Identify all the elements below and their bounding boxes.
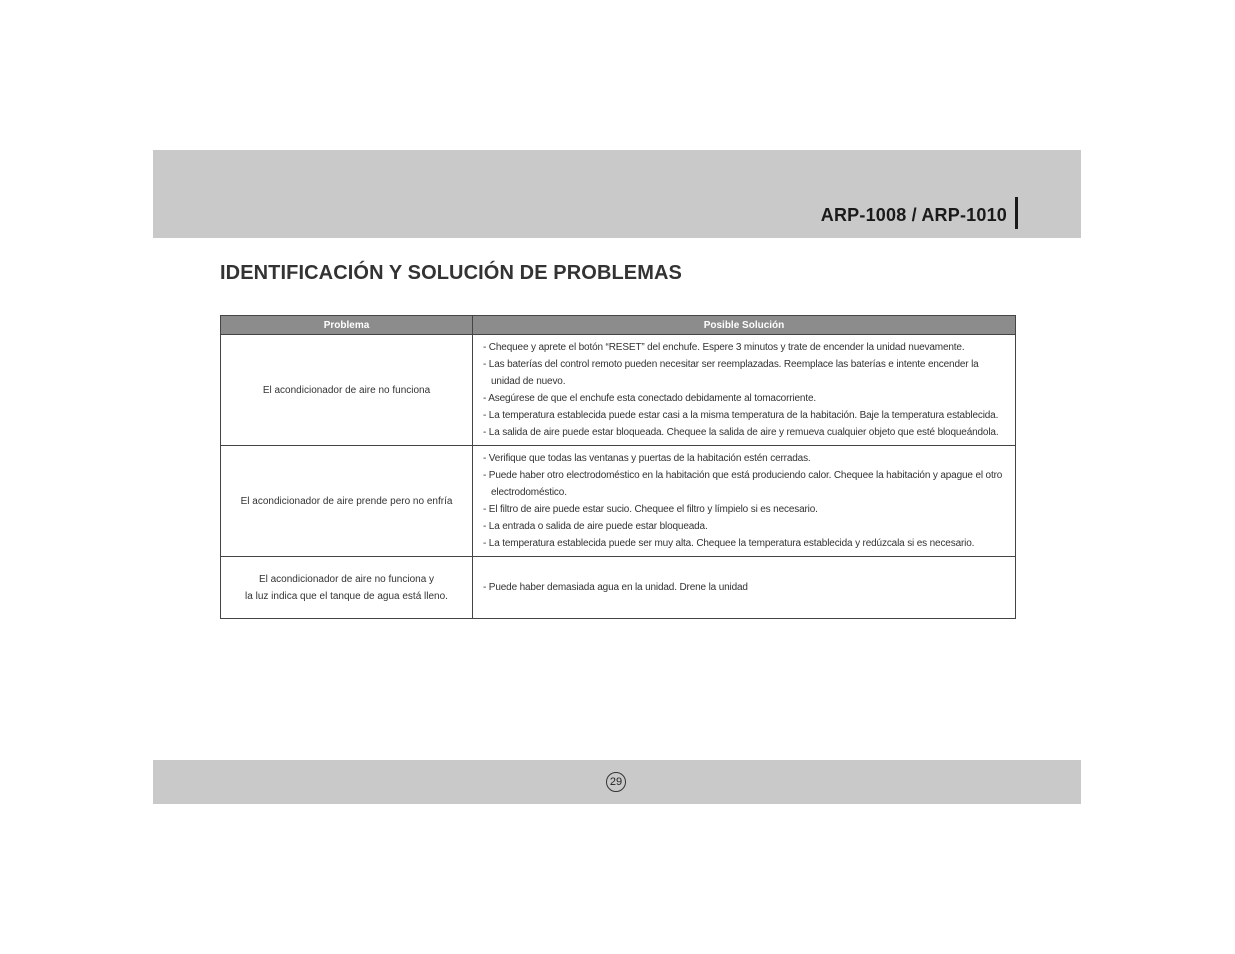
solution-item: - Puede haber demasiada agua en la unidad. Drene la unidad xyxy=(483,582,748,593)
problem-text: El acondicionador de aire prende pero no enfría xyxy=(240,495,453,507)
problem-cell xyxy=(221,335,473,446)
problem-text-line: El acondicionador de aire no funciona y xyxy=(258,573,435,585)
solution-cell xyxy=(473,557,1016,619)
table-row xyxy=(221,335,1016,446)
model-number: ARP-1008 / ARP-1010 xyxy=(820,205,1007,225)
solution-cell xyxy=(473,335,1016,446)
solution-item: - El filtro de aire puede estar sucio. Chequee el filtro y límpielo si es necesario. xyxy=(483,504,818,515)
table-row xyxy=(221,446,1016,557)
column-header-problem: Problema xyxy=(221,316,473,335)
solution-item: - La entrada o salida de aire puede estar bloqueada. xyxy=(483,521,708,532)
solution-list xyxy=(483,339,1009,441)
troubleshooting-table xyxy=(220,315,1016,619)
solution-item: - Asegúrese de que el enchufe esta conectado debidamente al tomacorriente. xyxy=(483,393,817,404)
table-header-row xyxy=(221,316,1016,335)
column-header-solution: Posible Solución xyxy=(473,316,1016,335)
solution-cell xyxy=(473,446,1016,557)
problem-text-line: la luz indica que el tanque de agua está lleno. xyxy=(245,590,448,602)
problem-text: El acondicionador de aire no funciona xyxy=(262,384,431,396)
page-number: 29 xyxy=(606,772,626,792)
problem-cell xyxy=(221,446,473,557)
solution-list xyxy=(483,579,1009,596)
solution-item: - La temperatura establecida puede ser muy alta. Chequee la temperatura establecida y redúzcala si es necesario. xyxy=(483,538,975,549)
solution-item: - La salida de aire puede estar bloqueada. Chequee la salida de aire y remueva cualquier objeto que esté bloqueándola. xyxy=(483,427,999,438)
solution-item: - Las baterías del control remoto pueden necesitar ser reemplazadas. Reemplace las baterías e intente encender la unidad de nuevo. xyxy=(483,359,979,387)
table-row xyxy=(221,557,1016,619)
problem-cell xyxy=(221,557,473,619)
page-title: IDENTIFICACIÓN Y SOLUCIÓN DE PROBLEMAS xyxy=(220,262,682,284)
solution-item: - Verifique que todas las ventanas y puertas de la habitación estén cerradas. xyxy=(483,453,811,464)
solution-item: - Chequee y aprete el botón “RESET” del enchufe. Espere 3 minutos y trate de encender la unidad nuevamente. xyxy=(483,342,965,353)
header-divider xyxy=(1015,197,1018,229)
solution-item: - Puede haber otro electrodoméstico en la habitación que está produciendo calor. Chequee la habitación y apague el otro electrodoméstico. xyxy=(483,470,1003,498)
solution-list xyxy=(483,450,1009,552)
solution-item: - La temperatura establecida puede estar casi a la misma temperatura de la habitación. Baje la temperatura establecida. xyxy=(483,410,999,421)
